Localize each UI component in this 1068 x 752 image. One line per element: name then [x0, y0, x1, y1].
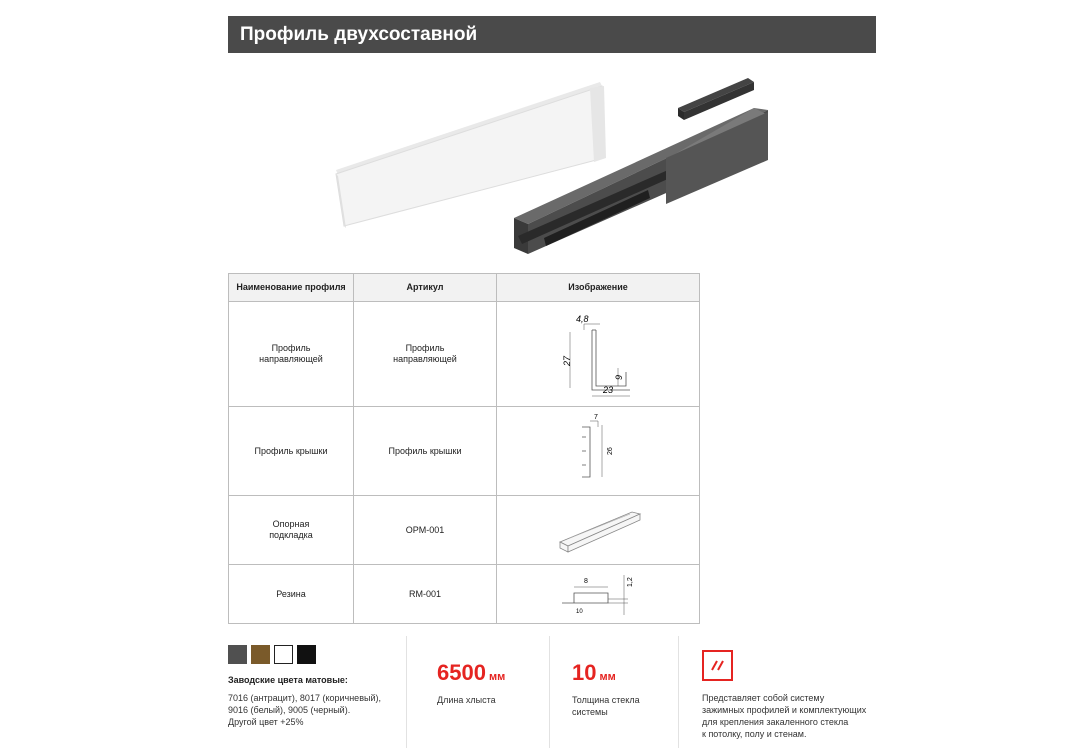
- row-article: Профиль направляющей: [354, 302, 497, 407]
- system-description: Представляет собой систему зажимных профилей и комплектующих для крепления закаленного стекла к потолку, полу и стенам.: [702, 693, 867, 739]
- colors-title: Заводские цвета матовые:: [228, 675, 348, 685]
- dim-base: 10: [576, 609, 583, 615]
- color-swatch[interactable]: [297, 645, 316, 664]
- length-value: 6500 мм: [437, 660, 506, 685]
- dim-height: 1,2: [627, 577, 634, 587]
- header-name: Наименование профиля: [229, 274, 354, 302]
- row-name: Профиль крышки: [229, 407, 354, 496]
- page-title: Профиль двухсоставной: [240, 24, 478, 45]
- table-row: [229, 302, 700, 407]
- row-name: Резина: [229, 565, 354, 624]
- cover-profile-drawing: [498, 407, 698, 493]
- dim-height: 26: [607, 447, 614, 455]
- dim-inner: 9: [614, 374, 624, 380]
- table-row: [229, 407, 700, 496]
- header-article: Артикул: [354, 274, 497, 302]
- table-header-row: [229, 274, 700, 302]
- table-row: [229, 565, 700, 624]
- spec-table: [228, 273, 700, 624]
- rubber-drawing: [498, 565, 698, 621]
- guide-profile-drawing: [498, 302, 698, 404]
- glass-thickness-value: 10 мм: [572, 660, 616, 685]
- colors-list: 7016 (антрацит), 8017 (коричневый), 9016 (белый), 9005 (черный). Другой цвет +25%: [228, 693, 381, 727]
- row-article: OPM-001: [354, 496, 497, 565]
- dim-top: 7: [594, 414, 598, 421]
- row-article: Профиль крышки: [354, 407, 497, 496]
- header-image: Изображение: [497, 274, 700, 302]
- color-swatch[interactable]: [251, 645, 270, 664]
- row-image: [497, 565, 700, 624]
- info-strip: [0, 632, 1068, 752]
- dim-top: 4,8: [576, 314, 589, 324]
- table-row: [229, 496, 700, 565]
- glass-system-icon: [702, 650, 733, 681]
- title-bar: [228, 16, 876, 53]
- row-article: RM-001: [354, 565, 497, 624]
- dim-width: 23: [603, 385, 614, 395]
- color-swatch[interactable]: [274, 645, 293, 664]
- row-image: [497, 407, 700, 496]
- color-swatch[interactable]: [228, 645, 247, 664]
- support-pad-drawing: [498, 496, 698, 562]
- dim-height: 27: [562, 355, 572, 366]
- length-label: Длина хлыста: [437, 695, 496, 705]
- dim-width: 8: [584, 578, 588, 585]
- row-name: Опорная подкладка: [229, 496, 354, 565]
- glass-thickness-label: Толщина стекла системы: [572, 695, 640, 717]
- divider: [406, 636, 407, 748]
- divider: [549, 636, 550, 748]
- divider: [678, 636, 679, 748]
- row-image: [497, 302, 700, 407]
- row-image: [497, 496, 700, 565]
- profile-illustration: [228, 58, 876, 268]
- row-name: Профиль направляющей: [229, 302, 354, 407]
